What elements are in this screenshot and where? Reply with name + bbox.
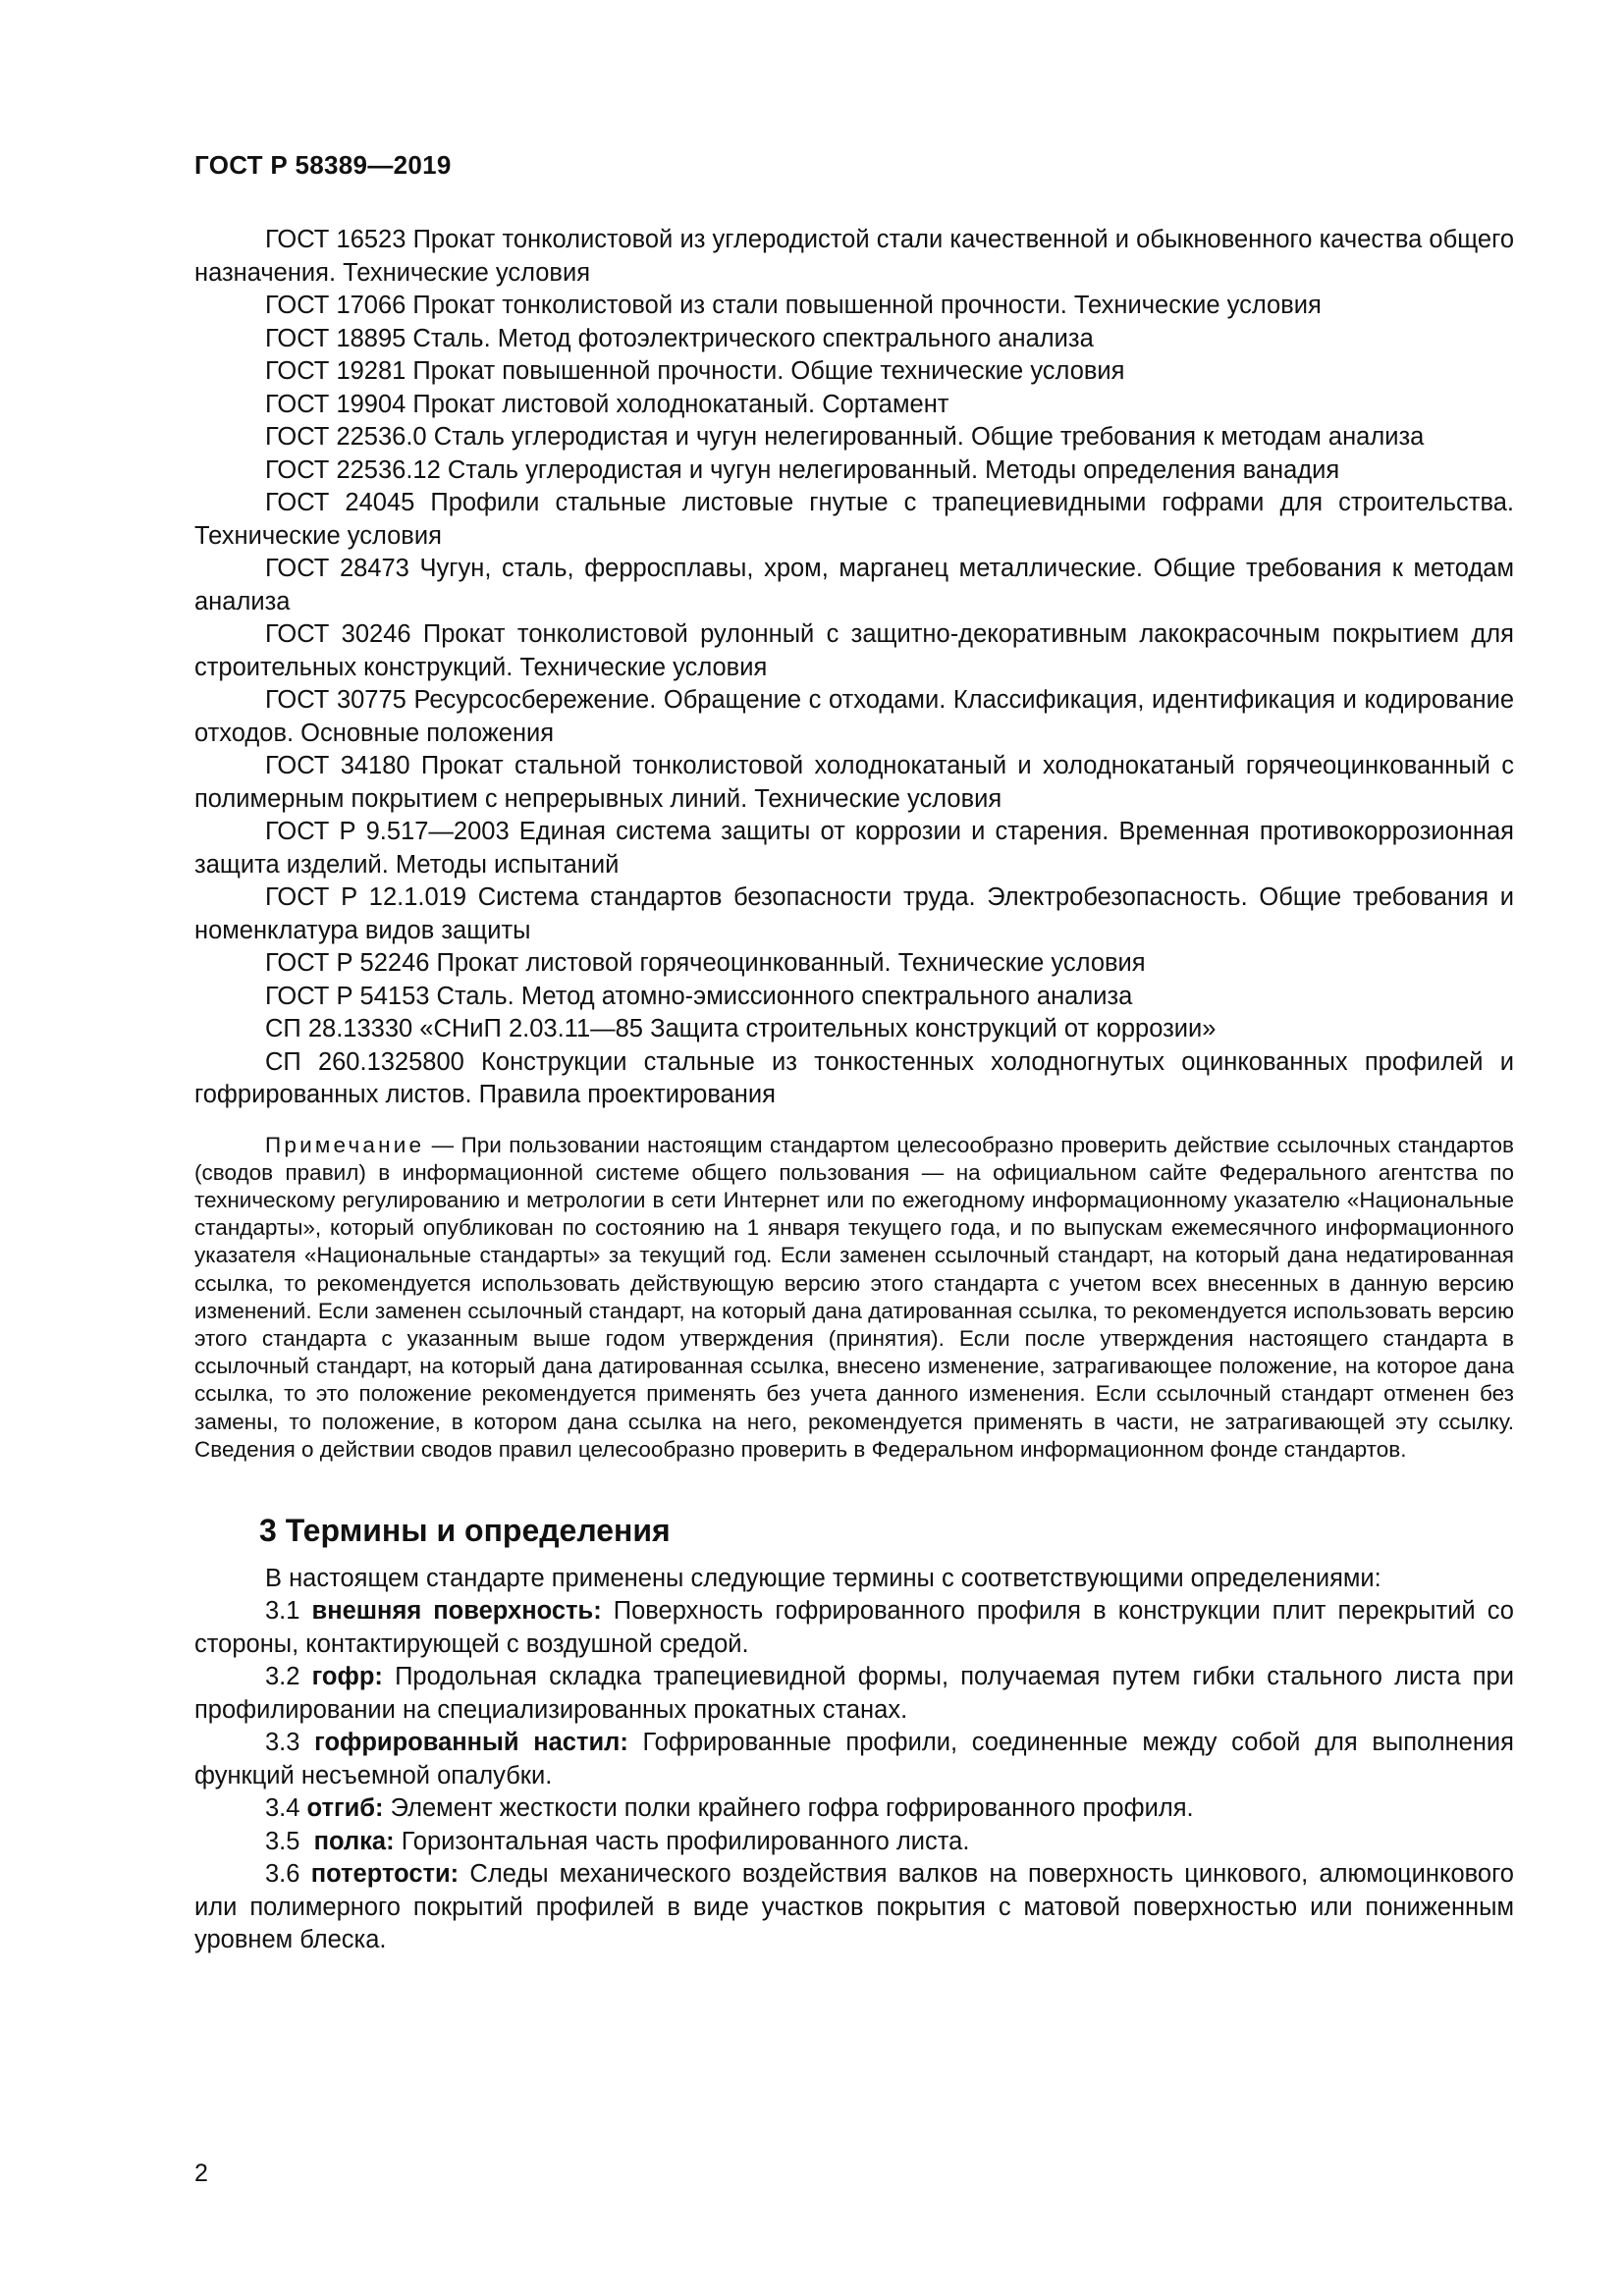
normative-references-list <box>194 224 1514 1112</box>
term-text: Поверхность гофрированного профиля в конструкции плит перекрытий со стороны, контактирующей с воздушной средой. <box>194 1597 1514 1658</box>
reference-item: ГОСТ 30246 Прокат тонколистовой рулонный с защитно-декоративным лакокрасочным покрытием для строительных конструкций. Технические условия <box>194 620 1514 681</box>
term-name: потертости: <box>310 1860 460 1889</box>
term-text: Следы механического воздействия валков на поверхность цинкового, алюмоцинкового или полимерного покрытий профилей в виде участков покрытия с матовой поверхностью или пониженным уровнем блеска. <box>194 1860 1514 1954</box>
note-label: Примечание <box>265 1132 425 1157</box>
reference-item: ГОСТ 34180 Прокат стальной тонколистовой холоднокатаный и холоднокатаный горячеоцинкованный с полимерным покрытием с непрерывных линий. Технические условия <box>194 752 1514 813</box>
reference-item: ГОСТ 28473 Чугун, сталь, ферросплавы, хром, марганец металлические. Общие требования к методам анализа <box>194 555 1514 615</box>
term-number: 3.2 <box>265 1663 312 1691</box>
page-number: 2 <box>194 2160 208 2187</box>
term-text: Горизонтальная часть профилированного листа. <box>394 1827 970 1855</box>
reference-item: ГОСТ 24045 Профили стальные листовые гнутые с трапециевидными гофрами для строительства. Технические условия <box>194 489 1514 550</box>
reference-item: СП 28.13330 «СНиП 2.03.11—85 Защита строительных конструкций от коррозии» <box>265 1015 1217 1042</box>
reference-item: ГОСТ 22536.12 Сталь углеродистая и чугун нелегированный. Методы определения ванадия <box>265 455 1340 484</box>
term-text: Элемент жесткости полки крайнего гофра гофрированного профиля. <box>383 1794 1194 1823</box>
reference-item: ГОСТ 30775 Ресурсосбережение. Обращение с отходами. Классификация, идентификация и кодирование отходов. Основные положения <box>194 686 1514 747</box>
document-body <box>194 224 1514 1957</box>
term-name: гофрированный настил: <box>314 1729 628 1757</box>
reference-item: ГОСТ Р 52246 Прокат листовой горячеоцинкованный. Технические условия <box>265 949 1146 977</box>
reference-item: ГОСТ 19904 Прокат листовой холоднокатаный. Сортамент <box>265 390 949 418</box>
term-number: 3.1 <box>265 1597 312 1626</box>
reference-item: ГОСТ Р 9.517—2003 Единая система защиты от коррозии и старения. Временная противокоррозионная защита изделий. Методы испытаний <box>194 818 1514 879</box>
reference-item: ГОСТ Р 12.1.019 Система стандартов безопасности труда. Электробезопасность. Общие требования и номенклатура видов защиты <box>194 883 1514 944</box>
reference-item: ГОСТ Р 54153 Сталь. Метод атомно-эмиссионного спектрального анализа <box>265 982 1133 1010</box>
note-paragraph <box>194 1132 1514 1464</box>
term-number: 3.3 <box>265 1729 315 1757</box>
term-name: внешняя поверхность: <box>311 1597 602 1626</box>
term-number: 3.4 <box>265 1794 307 1823</box>
section-title: 3 Термины и определения <box>259 1512 671 1548</box>
note-text: — При пользовании настоящим стандартом целесообразно проверить действие ссылочных стандартов (сводов правил) в информационной системе общего пользования — на официальном сайте Федерального агентства по техническому регулированию и метрологии в сети Интернет или по ежегодному информационному указателю «Национальные стандарты», который опубликован по состоянию на 1 января текущего года, и по выпускам ежемесячного информационного указателя «Национальные стандарты» за текущий год. Если заменен ссылочный стандарт, на который дана недатированная ссылка, то рекомендуется использовать действующую версию этого стандарта с учетом всех внесенных в данную версию изменений. Если заменен ссылочный стандарт, на который дана датированная ссылка, то рекомендуется использовать версию этого стандарта с указанным выше годом утверждения (принятия). Если после утверждения настоящего стандарта в ссылочный стандарт, на который дана датированная ссылка, внесено изменение, затрагивающее положение, на которое дана ссылка, то это положение рекомендуется применять без учета данного изменения. Если ссылочный стандарт отменен без замены, то положение, в котором дана ссылка на него, рекомендуется применять в части, не затрагивающей эту ссылку. Сведения о действии сводов правил целесообразно проверить в Федеральном информационном фонде стандартов. <box>194 1132 1514 1462</box>
term-definition <box>194 1826 1514 1859</box>
reference-item: ГОСТ 17066 Прокат тонколистовой из стали повышенной прочности. Технические условия <box>265 292 1322 319</box>
term-name: гофр: <box>311 1663 383 1691</box>
reference-item: ГОСТ 19281 Прокат повышенной прочности. Общие технические условия <box>265 357 1125 385</box>
term-definition <box>194 1661 1514 1727</box>
document-header: ГОСТ Р 58389—2019 <box>194 150 452 180</box>
term-number: 3.5 <box>265 1827 314 1855</box>
reference-item: СП 260.1325800 Конструкции стальные из тонкостенных холодногнутых оцинкованных профилей и гофрированных листов. Правила проектирования <box>194 1047 1514 1108</box>
section-intro: В настоящем стандарте применены следующие термины с соответствующими определениями: <box>265 1564 1381 1592</box>
term-definition <box>194 1792 1514 1826</box>
reference-item: ГОСТ 18895 Сталь. Метод фотоэлектрического спектрального анализа <box>265 324 1094 352</box>
term-name: отгиб: <box>306 1794 384 1823</box>
term-definition <box>194 1727 1514 1792</box>
reference-item: ГОСТ 16523 Прокат тонколистовой из углеродистой стали качественной и обыкновенного качества общего назначения. Технические условия <box>194 226 1514 287</box>
term-definition <box>194 1858 1514 1957</box>
term-name: полка: <box>313 1827 395 1855</box>
reference-item: ГОСТ 22536.0 Сталь углеродистая и чугун нелегированный. Общие требования к методам анализа <box>265 423 1425 451</box>
term-text: Гофрированные профили, соединенные между собой для выполнения функций несъемной опалубки. <box>194 1729 1514 1789</box>
term-definition <box>194 1595 1514 1661</box>
term-text: Продольная складка трапециевидной формы, получаемая путем гибки стального листа при профилировании на специализированных прокатных станах. <box>194 1663 1514 1724</box>
term-number: 3.6 <box>265 1860 311 1889</box>
